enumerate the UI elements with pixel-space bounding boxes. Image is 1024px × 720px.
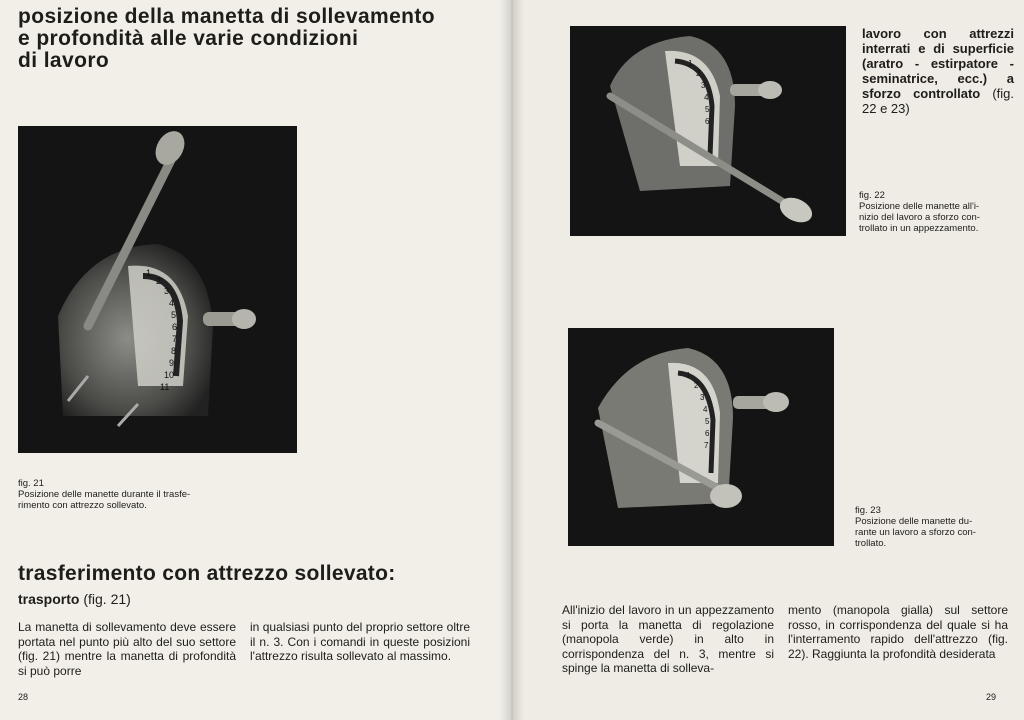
dial-number: 6	[705, 429, 710, 438]
caption-line: Posizione delle manette all'i-	[859, 201, 980, 212]
dial-number: 1	[686, 371, 691, 380]
title-line-3: di lavoro	[18, 49, 110, 72]
dial-number: 7	[172, 334, 178, 344]
figure-21-photo	[18, 126, 297, 453]
figure-23-photo	[568, 328, 834, 546]
dial-number: 4	[169, 298, 175, 308]
body-text-col-1: All'inizio del lavoro in un appezzamento si porta la manetta di regolazione (manopola verde) in alto in corrispondenza del n. 3, mentre si spinge la manetta di solleva-	[562, 603, 774, 675]
caption-line: Posizione delle manette du-	[855, 516, 973, 527]
dial-number: 11	[160, 382, 170, 392]
subsection-ref: (fig. 21)	[83, 591, 131, 607]
dial-number: 1	[146, 268, 152, 278]
dial-number: 6	[705, 117, 710, 126]
caption-line: trollato in un appezzamento.	[859, 223, 979, 234]
dial-number: 3	[164, 286, 170, 296]
body-text-col-2: mento (manopola gialla) sul settore rosso, in corrispondenza del quale si ha l'interramento rapido dell'attrezzo (fig. 22). Raggiunta la profondità desiderata	[788, 603, 1008, 661]
figure-22-caption	[859, 190, 1019, 234]
figure-label: fig. 21	[18, 478, 44, 489]
dial-number: 5	[171, 310, 177, 320]
dial-number: 4	[704, 93, 709, 102]
caption-line: trollato.	[855, 538, 887, 549]
page-number: 28	[18, 692, 29, 702]
book-gutter	[500, 0, 524, 720]
lever-quadrant-image	[18, 126, 297, 453]
subsection-title	[18, 591, 131, 607]
dial-number: 10	[164, 370, 175, 380]
title-line-2: e profondità alle varie condizioni	[18, 27, 359, 50]
side-heading-text: lavoro con attrezzi interrati e di superficie (aratro - estirpatore - seminatrice, ecc.) a sforzo controllato	[862, 26, 1014, 101]
right-page	[512, 0, 1024, 720]
caption-line: Posizione delle manette durante il trasfe-	[18, 489, 191, 500]
body-text-col-1: La manetta di sollevamento deve essere portata nel punto più alto del suo settore (fig. 21) mentre la manetta di profondità si può porre	[18, 620, 236, 678]
dial-number: 5	[705, 105, 710, 114]
dial-number: 4	[703, 405, 708, 414]
dial-number: 3	[701, 81, 706, 90]
figure-21-caption	[18, 478, 258, 511]
dial-number: 9	[169, 358, 175, 368]
figure-23-caption	[855, 505, 1015, 549]
figure-label: fig. 23	[855, 505, 881, 516]
figure-22-photo	[570, 26, 846, 236]
dial-number: 7	[704, 441, 709, 450]
dial-number: 5	[705, 417, 710, 426]
page-number: 29	[986, 692, 997, 702]
caption-line: rimento con attrezzo sollevato.	[18, 500, 147, 511]
dial-number: 1	[688, 59, 693, 68]
side-heading	[862, 26, 1014, 116]
dial-number: 3	[700, 393, 705, 402]
title-line-1: posizione della manetta di sollevamento	[18, 5, 436, 28]
dial-number: 2	[694, 381, 699, 390]
subsection-label: trasporto	[18, 591, 80, 607]
caption-line: nizio del lavoro a sforzo con-	[859, 212, 980, 223]
dial-number: 2	[696, 69, 701, 78]
section-title: trasferimento con attrezzo sollevato:	[18, 562, 396, 585]
lever-quadrant-image	[570, 26, 846, 236]
lever-quadrant-image	[568, 328, 834, 546]
figure-label: fig. 22	[859, 190, 885, 201]
dial-number: 6	[172, 322, 178, 332]
caption-line: rante un lavoro a sforzo con-	[855, 527, 976, 538]
side-heading-ref: (fig. 22 e 23)	[862, 86, 1014, 116]
page-title	[18, 6, 488, 72]
body-text-col-2: in qualsiasi punto del proprio settore oltre il n. 3. Con i comandi in queste posizioni l'attrezzo risulta sollevato al massimo.	[250, 620, 470, 663]
dial-number: 8	[171, 346, 177, 356]
dial-number: 2	[156, 276, 162, 286]
